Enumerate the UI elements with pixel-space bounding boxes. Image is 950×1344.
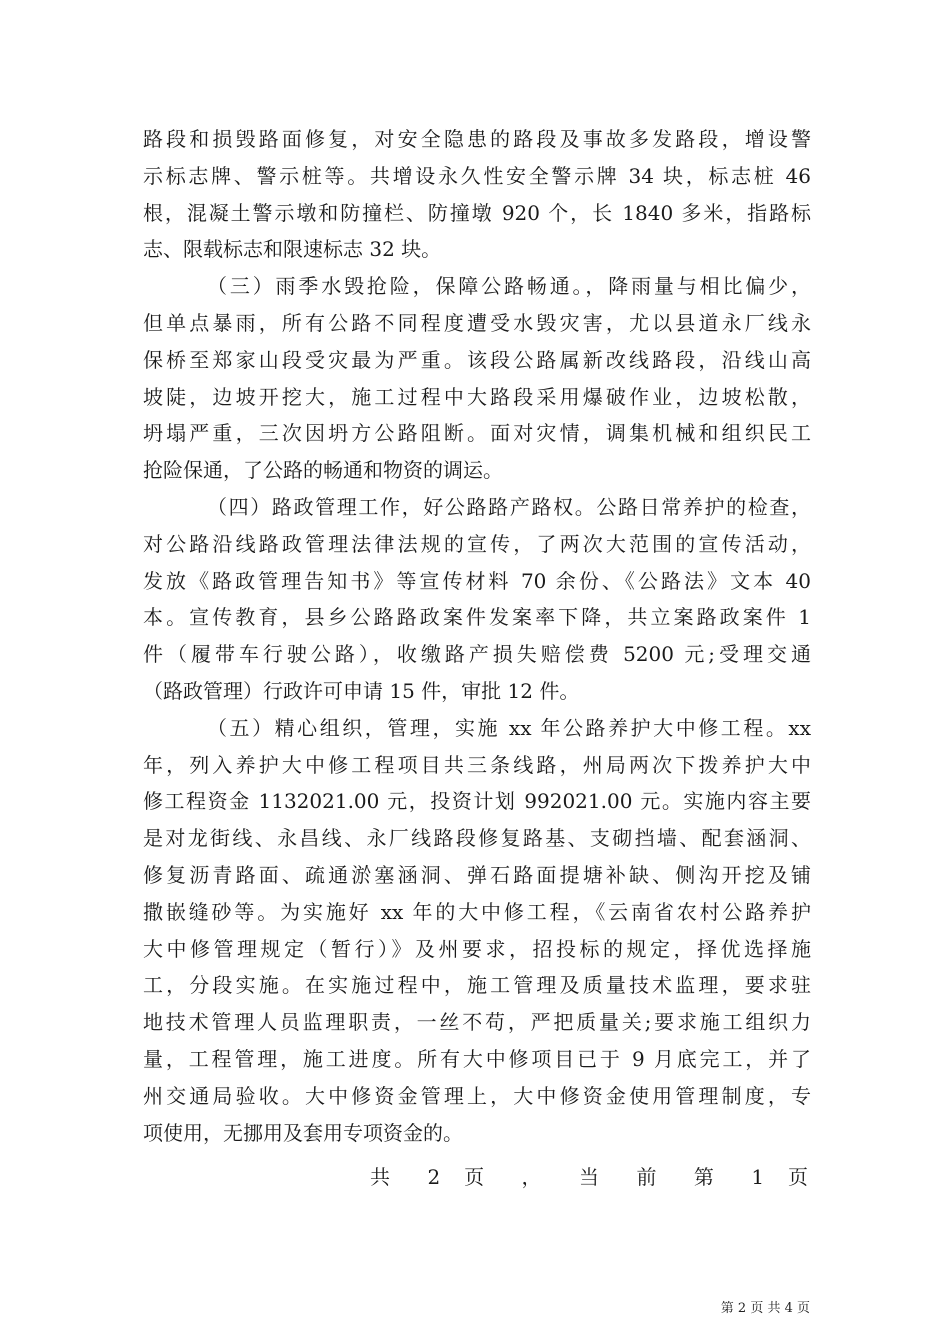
document-body — [143, 121, 811, 1151]
text-line: 修复沥青路面、疏通淤塞涵洞、弹石路面提塘补缺、侧沟开挖及铺 — [143, 862, 811, 887]
text-line: 本。宣传教育，县乡公路路政案件发案率下降，共立案路政案件 1 — [143, 605, 811, 630]
text-line: 路段和损毁路面修复，对安全隐患的路段及事故多发路段，增设警 — [143, 127, 811, 151]
text-line: 地技术管理人员监理职责，一丝不苟，严把质量关;要求施工组织力 — [143, 1010, 811, 1035]
paragraph-heading-line: （五）精心组织，管理，实施 xx 年公路养护大中修工程。xx — [207, 715, 811, 740]
text-line: 对公路沿线路政管理法律法规的宣传，了两次大范围的宣传活动， — [143, 531, 811, 556]
text-line: 修工程资金 1132021.00 元，投资计划 992021.00 元。实施内容主要 — [143, 789, 811, 814]
text-line: 坡陡，边坡开挖大，施工过程中大路段采用爆破作业，边坡松散， — [143, 384, 811, 409]
text-line: 抢险保通，了公路的畅通和物资的调运。 — [143, 458, 503, 483]
text-line: （路政管理）行政许可申请 15 件，审批 12 件。 — [143, 678, 580, 703]
text-line: 大中修管理规定（暂行）》及州要求，招投标的规定，择优选择施 — [143, 936, 811, 961]
text-line: 撒嵌缝砂等。为实施好 xx 年的大中修工程，《云南省农村公路养护 — [143, 899, 811, 924]
paragraph-heading-line: （三）雨季水毁抢险，保障公路畅通。，降雨量与相比偏少， — [207, 274, 811, 299]
text-line: 年，列入养护大中修工程项目共三条线路，州局两次下拨养护大中 — [143, 752, 811, 777]
text-line: 发放《路政管理告知书》等宣传材料 70 余份、《公路法》文本 40 — [143, 568, 811, 593]
text-line: 保桥至郑家山段受灾最为严重。该段公路属新改线路段，沿线山高 — [143, 347, 811, 372]
text-line: 件（履带车行驶公路），收缴路产损失赔偿费 5200 元;受理交通 — [143, 642, 811, 667]
text-line: 但单点暴雨，所有公路不同程度遭受水毁灾害，尤以县道永厂线永 — [143, 310, 811, 335]
text-line: 根，混凝土警示墩和防撞栏、防撞墩 920 个，长 1840 多米，指路标 — [143, 200, 811, 225]
text-line: 志、限载标志和限速标志 32 块。 — [143, 237, 442, 262]
text-line: 示标志牌、警示桩等。共增设永久性安全警示牌 34 块，标志桩 46 — [143, 163, 811, 188]
page-count-text: 共 2 页 ， 当 前 第 1 页 — [370, 1165, 810, 1189]
text-line: 坍塌严重，三次因坍方公路阻断。面对灾情，调集机械和组织民工 — [143, 421, 811, 446]
text-line: 量，工程管理，施工进度。所有大中修项目已于 9 月底完工，并了 — [143, 1046, 811, 1071]
page-footer: 第 2 页 共 4 页 — [720, 1301, 810, 1316]
text-line: 州交通局验收。大中修资金管理上，大中修资金使用管理制度，专 — [143, 1083, 811, 1108]
text-line: 是对龙街线、永昌线、永厂线路段修复路基、支砌挡墙、配套涵洞、 — [143, 826, 811, 851]
paragraph-heading-line: （四）路政管理工作，好公路路产路权。公路日常养护的检查， — [207, 494, 811, 519]
text-line: 项使用，无挪用及套用专项资金的。 — [143, 1120, 463, 1145]
text-line: 工，分段实施。在实施过程中，施工管理及质量技术监理，要求驻 — [143, 973, 811, 998]
